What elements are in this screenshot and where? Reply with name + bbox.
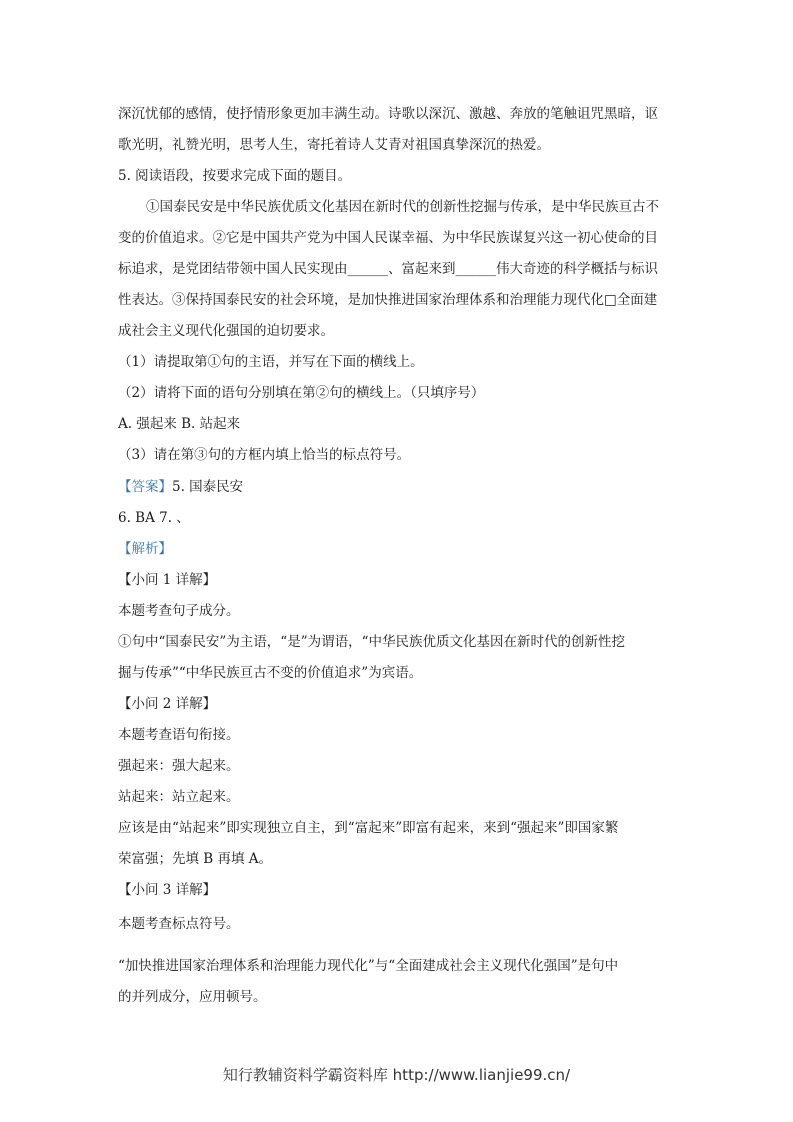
sub-question-1: （1）请提取第①句的主语，并写在下面的横线上。 (118, 354, 424, 370)
passage-line: 性表达。③保持国泰民安的社会环境，是加快推进国家治理体系和治理能力现代化□全面建 (118, 292, 658, 308)
text-line: 深沉忧郁的感情，使抒情形象更加丰满生动。诗歌以深沉、激越、奔放的笔触诅咒黑暗，讴 (118, 106, 658, 122)
text-line: 本题考查标点符号。 (118, 916, 240, 932)
text-line: 本题考查语句衔接。 (118, 727, 240, 743)
answer-line (118, 477, 243, 497)
text-line: ①句中“国泰民安”为主语，“是”为谓语，“中华民族优质文化基因在新时代的创新性挖 (118, 634, 626, 650)
subquestion-heading: 【小问 1 详解】 (118, 572, 217, 588)
text-line: 掘与传承”“中华民族亘古不变的价值追求”为宾语。 (118, 665, 423, 681)
answer-label: 【答案】 (118, 479, 172, 495)
passage-line: 变的价值追求。②它是中国共产党为中国人民谋幸福、为中华民族谋复兴这一初心使命的目 (118, 230, 658, 246)
subquestion-heading: 【小问 2 详解】 (118, 696, 217, 712)
text-line: “加快推进国家治理体系和治理能力现代化”与“全面建成社会主义现代化强国”是句中 (118, 958, 619, 974)
passage-line: ①国泰民安是中华民族优质文化基因在新时代的创新性挖掘与传承，是中华民族亘古不 (146, 199, 659, 215)
text-line: 本题考查句子成分。 (118, 603, 240, 619)
answer-line-2: 6. BA 7. 、 (118, 510, 190, 526)
text-line: 歌光明，礼赞光明，思考人生，寄托着诗人艾青对祖国真挚深沉的热爱。 (118, 137, 550, 153)
analysis-label: 【解析】 (118, 541, 172, 557)
text-line: 应该是由“站起来”即实现独立自主，到“富起来”即富有起来，来到“强起来”即国家繁 (118, 820, 619, 836)
sub-question-3: （3）请在第③句的方框内填上恰当的标点符号。 (118, 447, 411, 463)
question-title: 5. 阅读语段，按要求完成下面的题目。 (118, 168, 352, 184)
text-line: 强起来：强大起来。 (118, 758, 240, 774)
text-line: 荣富强；先填 B 再填 A。 (118, 851, 273, 867)
footer-watermark: 知行教辅资料学霸资料库 http://www.lianjie99.cn/ (222, 1066, 571, 1084)
subquestion-heading: 【小问 3 详解】 (118, 882, 217, 898)
passage-line: 成社会主义现代化强国的迫切要求。 (118, 323, 334, 339)
text-line: 的并列成分，应用顿号。 (118, 989, 267, 1005)
passage-line: 标追求，是党团结带领中国人民实现由______、富起来到______伟大奇迹的科学概括与标识 (118, 261, 658, 277)
sub-question-2: （2）请将下面的语句分别填在第②句的横线上。（只填序号） (118, 385, 485, 401)
options-line: A. 强起来 B. 站起来 (118, 416, 241, 432)
text-line: 站起来：站立起来。 (118, 789, 240, 805)
answer-text: 5. 国泰民安 (172, 479, 244, 495)
